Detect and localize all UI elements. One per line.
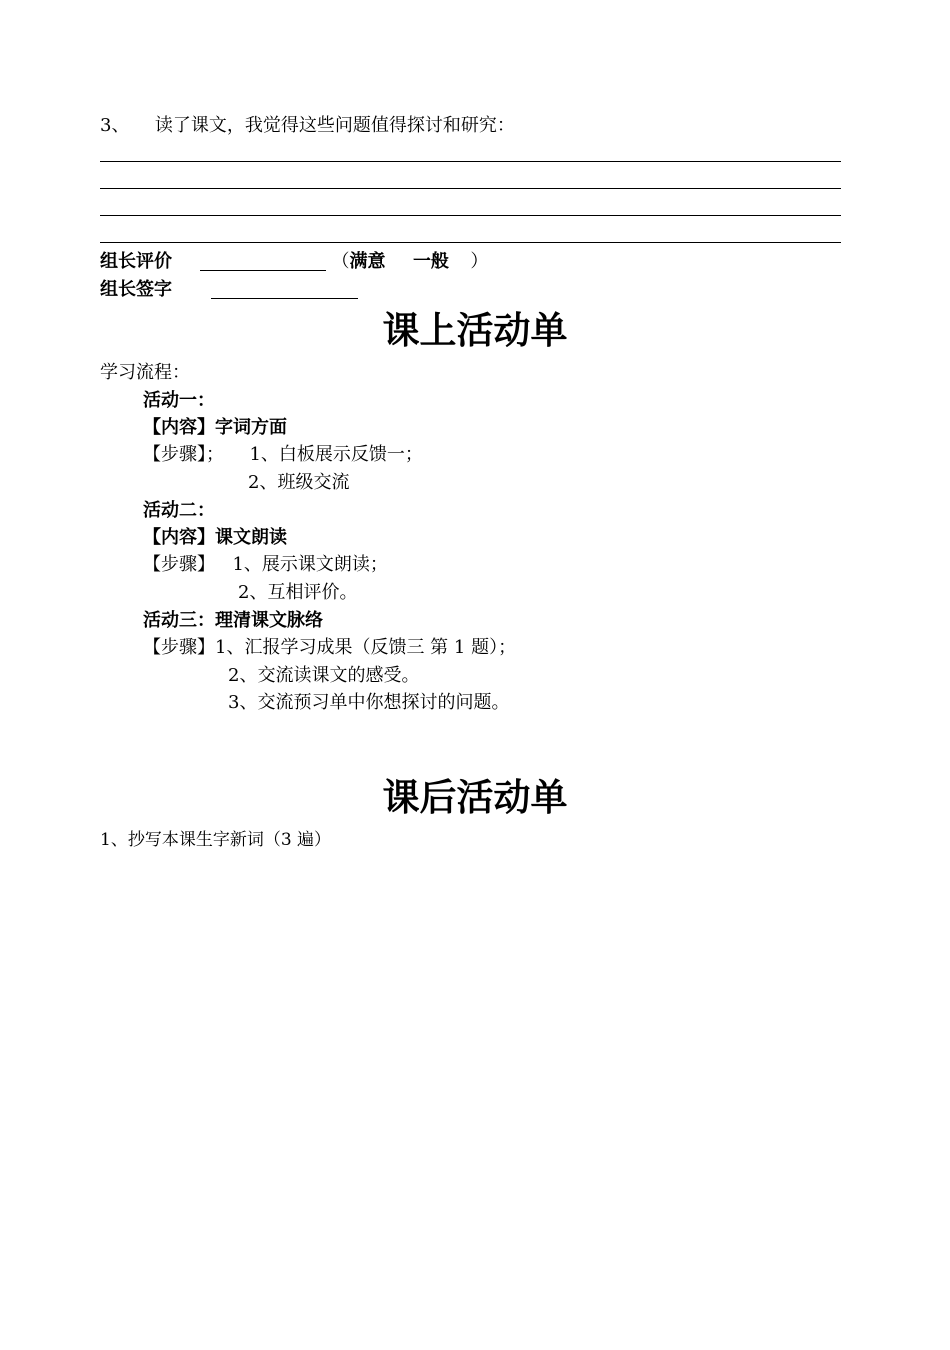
steps-separator: ；: [206, 444, 224, 465]
activity-1-steps: [143, 443, 423, 467]
question-number: 3、: [100, 115, 130, 136]
leader-eval-label: 组长评价: [100, 251, 172, 272]
activity-2-step-2: 2、互相评价。: [238, 582, 358, 603]
answer-line-4[interactable]: [100, 242, 841, 243]
content-bracket: 【内容】: [143, 417, 215, 438]
activity-3-step-1: 1、汇报学习成果（反馈三 第 1 题）；: [215, 637, 517, 658]
after-class-item-1: 1、抄写本课生字新词（3 遍）: [100, 830, 332, 850]
option-average[interactable]: 一般: [412, 251, 449, 272]
activity-2-content-text: 课文朗读: [215, 527, 287, 548]
activity-3-heading: 活动三：理清课文脉络: [143, 610, 323, 631]
activity-3-step-2: 2、交流读课文的感受。: [228, 665, 420, 686]
activity-1-heading: 活动一：: [143, 390, 215, 411]
question-3: [100, 114, 515, 138]
after-class-title: 课后活动单: [382, 776, 568, 819]
activity-1-step-1: 1、白板展示反馈一；: [249, 444, 423, 465]
leader-sign-label: 组长签字: [100, 279, 172, 300]
options-open-paren: （: [331, 251, 350, 272]
steps-bracket: 【步骤】: [143, 637, 215, 658]
in-class-title: 课上活动单: [382, 309, 568, 352]
leader-sign-blank[interactable]: [211, 280, 358, 299]
leader-evaluation-row: [100, 250, 488, 274]
option-satisfied[interactable]: 满意: [349, 251, 386, 272]
activity-3-step-3: 3、交流预习单中你想探讨的问题。: [228, 692, 510, 713]
answer-line-1[interactable]: [100, 161, 841, 162]
activity-3-steps: [143, 636, 516, 660]
activity-2-steps: [143, 553, 388, 577]
activity-1-step-2: 2、班级交流: [248, 472, 350, 493]
activity-2-step-1: 1、展示课文朗读；: [232, 554, 388, 575]
answer-line-2[interactable]: [100, 188, 841, 189]
activity-2-content: [143, 526, 287, 550]
options-close-paren: ）: [470, 251, 489, 272]
answer-line-3[interactable]: [100, 215, 841, 216]
flow-label: 学习流程：: [100, 362, 190, 383]
leader-eval-blank[interactable]: [200, 252, 326, 271]
activity-2-heading: 活动二：: [143, 500, 215, 521]
activity-1-content-text: 字词方面: [215, 417, 287, 438]
steps-bracket: 【步骤】: [143, 554, 215, 575]
leader-sign-row: [100, 278, 358, 302]
activity-1-content: [143, 416, 287, 440]
question-text: 读了课文，我觉得这些问题值得探讨和研究：: [154, 115, 515, 136]
steps-bracket: 【步骤】: [143, 444, 206, 465]
content-bracket: 【内容】: [143, 527, 215, 548]
